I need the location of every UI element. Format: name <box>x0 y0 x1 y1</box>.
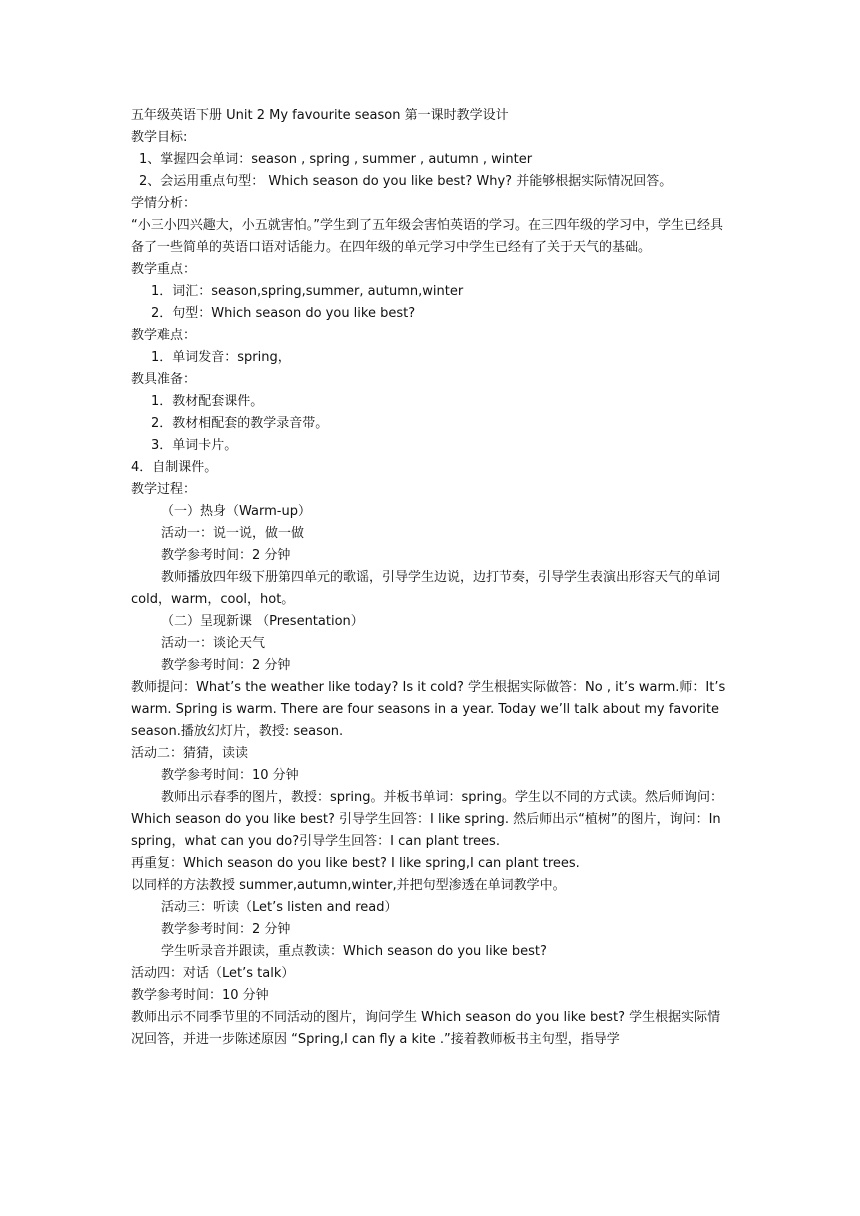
process-heading: 教学过程： <box>131 482 197 497</box>
activity-2-repeat: 再重复：Which season do you like best? I like spring,I can plant trees. <box>131 856 580 871</box>
activity-3-time: 教学参考时间：2 分钟 <box>161 922 291 937</box>
activity-2-time: 教学参考时间：10 分钟 <box>161 768 299 783</box>
prep-item-4: 4．自制课件。 <box>131 460 218 475</box>
activity-2-text: 教师出示春季的图片，教授：spring。并板书单词：spring。学生以不同的方式读。然后师询问：Which season do you like best? 引导学生回答：I like spring. 然后师出示“植树”的图片，询问：In spring，what can you do?引导学生回答：I can plant trees. <box>131 790 723 849</box>
document-title: 五年级英语下册 Unit 2 My favourite season 第一课时教学设计 <box>131 108 509 123</box>
goals-heading: 教学目标: <box>131 130 188 145</box>
activity-4-text: 教师出示不同季节里的不同活动的图片，询问学生 Which season do you like best? 学生根据实际情况回答，并进一步陈述原因 “Spring,I can fly a kite .”接着教师板书主句型，指导学 <box>131 1010 721 1047</box>
activity-2-title: 活动二：猜猜，读读 <box>131 746 249 761</box>
warmup-time: 教学参考时间：2 分钟 <box>161 548 291 563</box>
presentation-heading: （二）呈现新课 （Presentation） <box>161 614 364 629</box>
difficulty-heading: 教学难点： <box>131 328 197 343</box>
prep-item-2: 2．教材相配套的教学录音带。 <box>151 416 329 431</box>
document-body <box>131 105 731 1051</box>
key-heading: 教学重点： <box>131 262 197 277</box>
prep-item-1: 1．教材配套课件。 <box>151 394 264 409</box>
activity-2-same-method: 以同样的方法教授 summer,autumn,winter,并把句型渗透在单词教学中。 <box>131 878 566 893</box>
difficulty-item-1: 1．单词发音：spring， <box>151 350 291 365</box>
activity-3-text: 学生听录音并跟读，重点教读：Which season do you like best? <box>161 944 547 959</box>
activity-4-time: 教学参考时间：10 分钟 <box>131 988 269 1003</box>
activity-1-text: 教师提问：What’s the weather like today? Is it cold? 学生根据实际做答：No , it’s warm.师：It’s warm. Spring is warm. There are four seasons in a year. Today we’ll talk about my favorite season.播放幻灯片，教授: season. <box>131 680 726 739</box>
analysis-text: “小三小四兴趣大，小五就害怕。”学生到了五年级会害怕英语的学习。在三四年级的学习中，学生已经具备了一些简单的英语口语对话能力。在四年级的单元学习中学生已经有了关于天气的基础。 <box>131 218 723 255</box>
activity-1-time: 教学参考时间：2 分钟 <box>161 658 291 673</box>
activity-1-title: 活动一：谈论天气 <box>161 636 266 651</box>
goal-1: 1、掌握四会单词：season , spring , summer , autumn , winter <box>139 152 533 167</box>
warmup-heading: （一）热身（Warm-up） <box>161 504 311 519</box>
warmup-text: 教师播放四年级下册第四单元的歌谣，引导学生边说，边打节奏，引导学生表演出形容天气的单词 cold，warm，cool，hot。 <box>131 570 721 607</box>
warmup-activity: 活动一：说一说，做一做 <box>161 526 305 541</box>
analysis-heading: 学情分析： <box>131 196 197 211</box>
activity-4-title: 活动四：对话（Let’s talk） <box>131 966 295 981</box>
activity-3-title: 活动三：听读（Let’s listen and read） <box>161 900 398 915</box>
prep-item-3: 3．单词卡片。 <box>151 438 238 453</box>
key-item-1: 1．词汇：season,spring,summer, autumn,winter <box>151 284 464 299</box>
goal-2: 2、会运用重点句型： Which season do you like best? Why? 并能够根据实际情况回答。 <box>139 174 673 189</box>
prep-heading: 教具准备： <box>131 372 197 387</box>
key-item-2: 2．句型：Which season do you like best? <box>151 306 416 321</box>
